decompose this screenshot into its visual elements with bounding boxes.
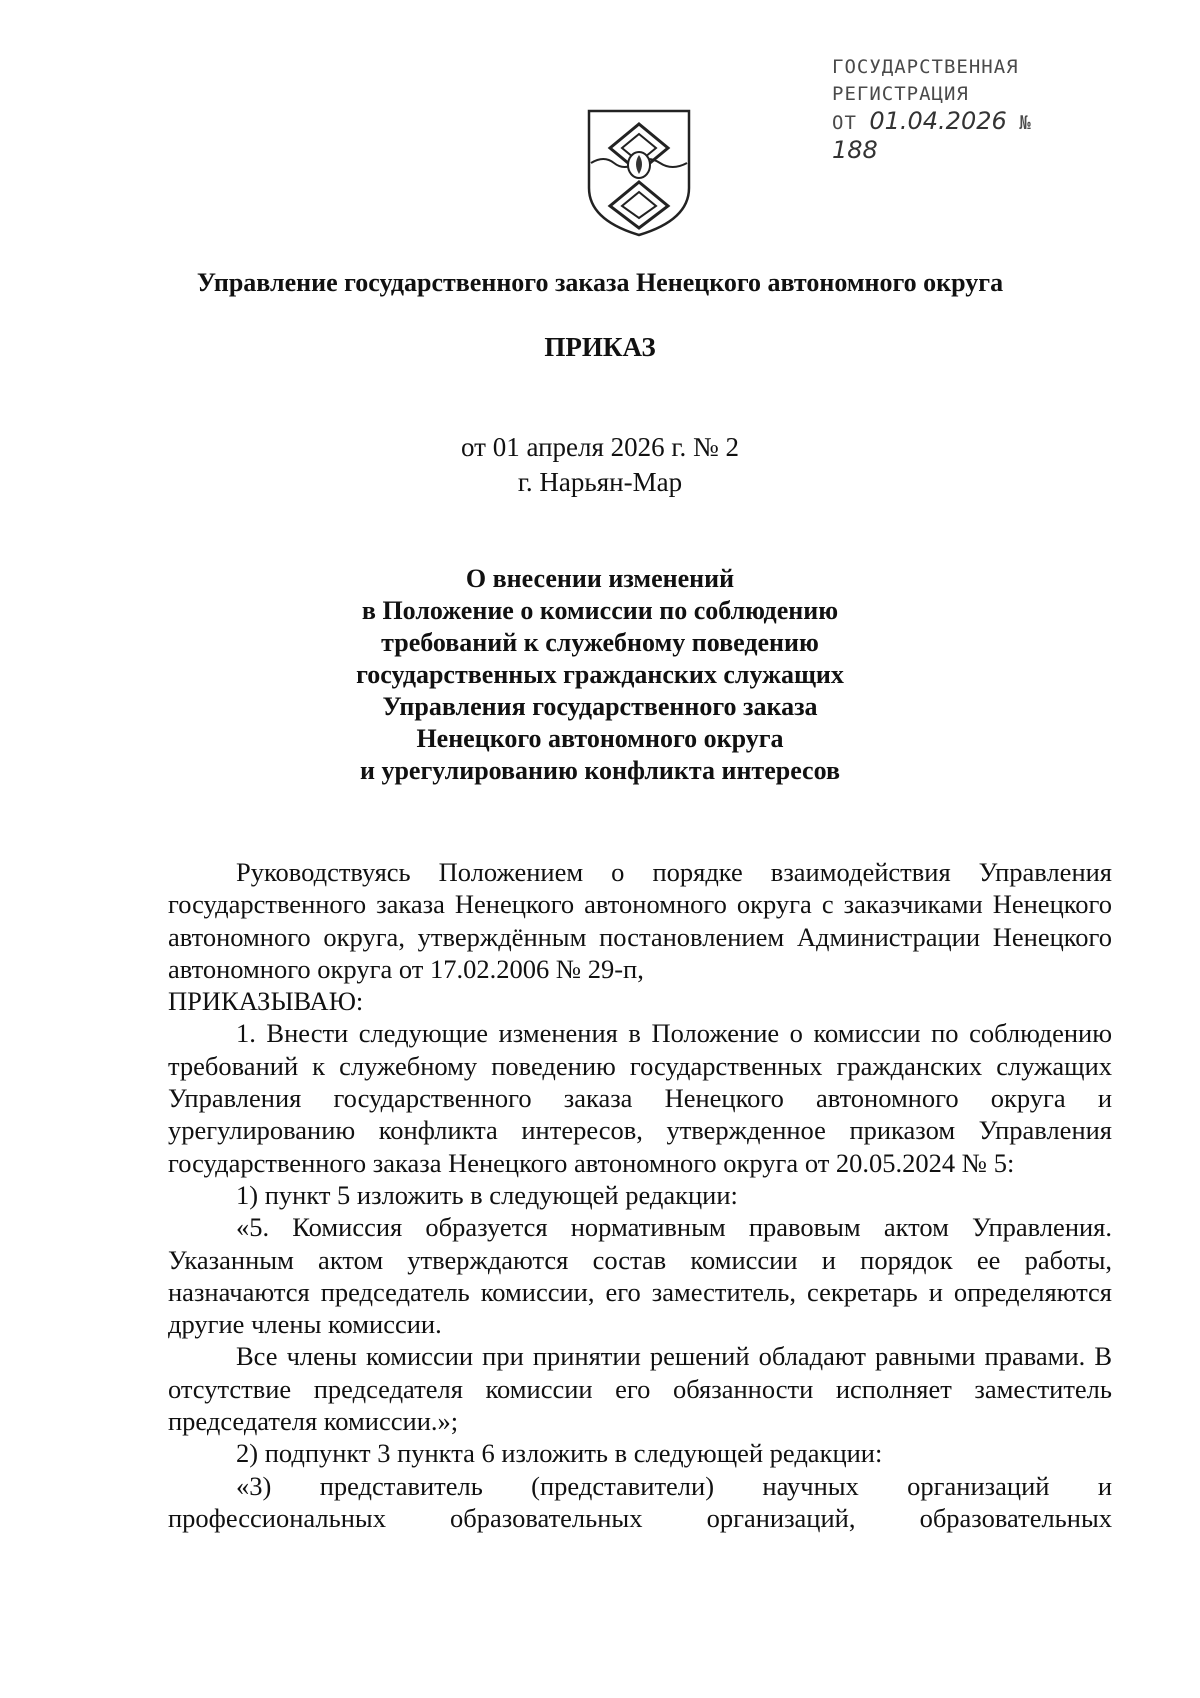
coat-of-arms-icon	[586, 108, 692, 238]
subject-line: Управления государственного заказа	[382, 692, 818, 721]
subject-line: и урегулированию конфликта интересов	[359, 756, 840, 785]
subject-line: требований к служебному поведению	[381, 628, 819, 657]
paragraph-members-rights: Все члены комиссии при принятии решений обладают равными правами. В отсутствие председателя комиссии его обязанности исполняет заместитель председателя комиссии.»;	[168, 1341, 1112, 1437]
stamp-number: 188	[832, 136, 878, 164]
paragraph-item-1: 1. Внести следующие изменения в Положение о комиссии по соблюдению требований к служебному поведению государственных гражданских служащих Управления государственного заказа Ненецкого автономного округа и урегулированию конфликта интересов, утвержденное приказом Управления государственного заказа Ненецкого автономного округа от 20.05.2024 № 5:	[168, 1018, 1112, 1178]
stamp-number-sign: №	[1019, 112, 1032, 134]
document-date-number: от 01 апреля 2026 г. № 2	[461, 432, 739, 462]
subject-line: в Положение о комиссии по соблюдению	[361, 596, 839, 625]
stamp-line-1: ГОСУДАРСТВЕННАЯ	[832, 56, 1019, 78]
paragraph-subitem-1: 1) пункт 5 изложить в следующей редакции:	[236, 1179, 738, 1210]
stamp-prefix: ОТ	[832, 112, 857, 134]
document-type: ПРИКАЗ	[544, 332, 656, 362]
document-subject	[0, 563, 1200, 787]
subject-line: О внесении изменений	[465, 564, 735, 593]
preamble-paragraph: Руководствуясь Положением о порядке взаимодействия Управления государственного заказа Ненецкого автономного округа с заказчиками Ненецкого автономного округа, утверждённым постановлением Администрации Ненецкого автономного округа от 17.02.2006 № 29-п,	[168, 857, 1112, 984]
subject-line: государственных гражданских служащих	[356, 660, 844, 689]
document-body	[168, 856, 1112, 1534]
order-word: ПРИКАЗЫВАЮ:	[168, 986, 364, 1017]
registration-stamp	[832, 54, 1032, 166]
stamp-date: 01.04.2026	[869, 107, 1007, 135]
stamp-line-2: РЕГИСТРАЦИЯ	[832, 83, 969, 105]
paragraph-quote-5: «5. Комиссия образуется нормативным правовым актом Управления. Указанным актом утверждаются состав комиссии и порядок ее работы, назначаются председатель комиссии, его заместитель, секретарь и определяются другие члены комиссии.	[168, 1212, 1112, 1340]
stamp-line-3	[832, 108, 1032, 166]
subject-line: Ненецкого автономного округа	[416, 724, 784, 753]
paragraph-quote-3: «3) представитель (представители) научных организаций и профессиональных образовательных организаций, образовательных	[168, 1470, 1112, 1533]
paragraph-subitem-2: 2) подпункт 3 пункта 6 изложить в следующей редакции:	[236, 1438, 883, 1469]
organization-title: Управление государственного заказа Ненецкого автономного округа	[196, 268, 1004, 297]
document-place: г. Нарьян-Мар	[517, 467, 683, 497]
document-meta	[0, 430, 1200, 500]
